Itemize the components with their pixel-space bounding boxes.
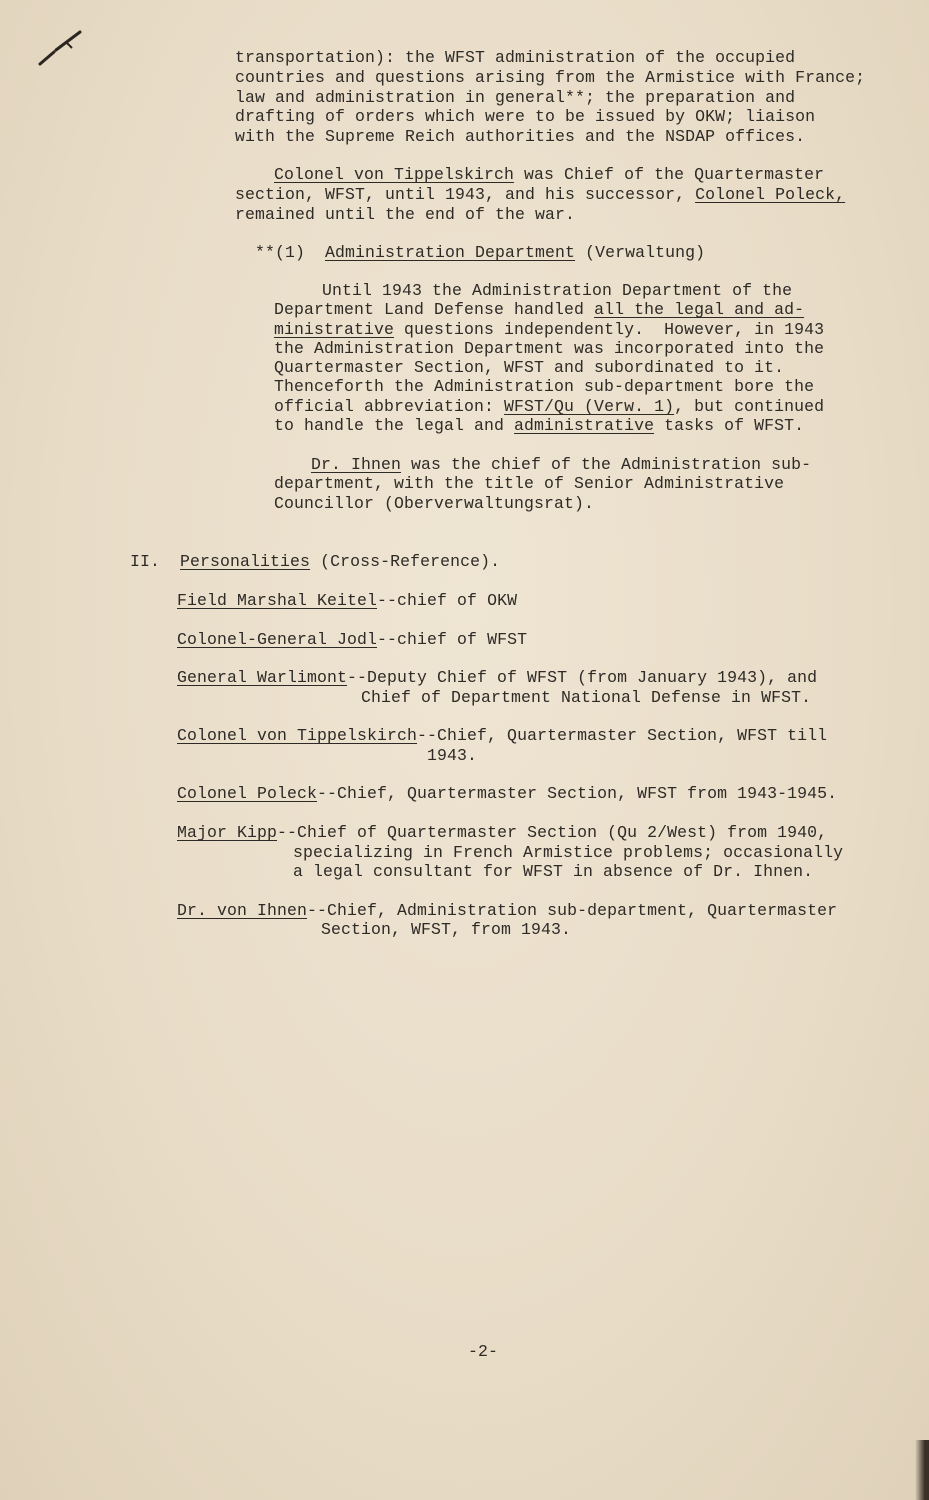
entry-description: --Chief, Administration sub-department, Quartermaster <box>307 901 838 920</box>
text-fragment: to handle the legal and <box>274 416 515 435</box>
text-line <box>235 185 845 205</box>
person-name: General Warlimont <box>177 668 348 687</box>
text-line: the Administration Department was incorporated into the <box>274 339 825 358</box>
text-fragment: questions independently. However, in 1943 <box>394 320 825 339</box>
entry-description: --chief of OKW <box>377 591 518 610</box>
text-line <box>177 901 837 921</box>
person-name: Colonel Poleck <box>177 784 318 803</box>
person-name: Dr. von Ihnen <box>177 901 308 920</box>
page-number: -2- <box>468 1342 499 1361</box>
text-line: law and administration in general**; the preparation and <box>235 88 796 107</box>
underlined-text: ministrative <box>274 320 395 339</box>
footnote-marker: **(1) <box>255 243 326 262</box>
person-name: Colonel von Tippelskirch <box>274 165 515 184</box>
underlined-text: administrative <box>514 416 655 435</box>
text-line <box>274 397 824 417</box>
text-line: a legal consultant for WFST in absence of Dr. Ihnen. <box>293 862 814 881</box>
text-line: specializing in French Armistice problems; occasionally <box>293 843 844 862</box>
text-line: remained until the end of the war. <box>235 205 576 224</box>
text-line <box>177 668 817 688</box>
text-line <box>274 320 824 340</box>
text-line: transportation): the WFST administration of the occupied <box>235 48 796 67</box>
person-name: Colonel Poleck, <box>695 185 846 204</box>
text-line: with the Supreme Reich authorities and the NSDAP offices. <box>235 127 806 146</box>
text-fragment: (Cross-Reference). <box>310 552 501 571</box>
page-edge-shadow <box>915 1440 929 1500</box>
text-line <box>274 416 804 436</box>
underlined-text: all the legal and ad- <box>594 300 805 319</box>
text-line: Thenceforth the Administration sub-department bore the <box>274 377 815 396</box>
text-line: 1943. <box>427 746 478 765</box>
person-name: Dr. Ihnen <box>311 455 402 474</box>
person-name: Field Marshal Keitel <box>177 591 378 610</box>
text-line <box>177 726 827 746</box>
section-heading: Administration Department <box>325 243 576 262</box>
entry-description: --chief of WFST <box>377 630 528 649</box>
text-fragment: Department Land Defense handled <box>274 300 595 319</box>
text-line: Councillor (Oberverwaltungsrat). <box>274 494 595 513</box>
text-fragment: was the chief of the Administration sub- <box>401 455 812 474</box>
text-line <box>177 823 827 843</box>
text-fragment: official abbreviation: <box>274 397 505 416</box>
text-line: Section, WFST, from 1943. <box>321 920 572 939</box>
text-line: Chief of Department National Defense in WFST. <box>361 688 812 707</box>
text-line <box>177 784 837 804</box>
text-line <box>311 455 811 475</box>
text-line: countries and questions arising from the Armistice with France; <box>235 68 866 87</box>
text-fragment: was Chief of the Quartermaster <box>514 165 825 184</box>
text-fragment: , but continued <box>674 397 825 416</box>
text-line: drafting of orders which were to be issued by OKW; liaison <box>235 107 816 126</box>
text-line: Until 1943 the Administration Department of the <box>322 281 793 300</box>
text-line: department, with the title of Senior Administrative <box>274 474 785 493</box>
text-fragment: tasks of WFST. <box>654 416 805 435</box>
text-line: Quartermaster Section, WFST and subordinated to it. <box>274 358 785 377</box>
section-title <box>130 552 500 572</box>
person-name: Colonel-General Jodl <box>177 630 378 649</box>
text-fragment: section, WFST, until 1943, and his successor, <box>235 185 696 204</box>
entry-description: --Deputy Chief of WFST (from January 1943), and <box>347 668 818 687</box>
text-line <box>177 591 517 611</box>
person-name: Major Kipp <box>177 823 278 842</box>
pen-mark-icon <box>36 28 86 68</box>
entry-description: --Chief, Quartermaster Section, WFST till <box>417 726 828 745</box>
underlined-text: WFST/Qu (Verw. 1) <box>504 397 675 416</box>
text-line <box>274 300 804 320</box>
text-line <box>177 630 527 650</box>
text-fragment: (Verwaltung) <box>575 243 706 262</box>
section-heading: Personalities <box>180 552 311 571</box>
text-line <box>274 165 824 185</box>
footnote-heading <box>255 243 705 263</box>
entry-description: --Chief, Quartermaster Section, WFST from 1943-1945. <box>317 784 838 803</box>
person-name: Colonel von Tippelskirch <box>177 726 418 745</box>
entry-description: --Chief of Quartermaster Section (Qu 2/West) from 1940, <box>277 823 828 842</box>
section-number: II. <box>130 552 161 571</box>
